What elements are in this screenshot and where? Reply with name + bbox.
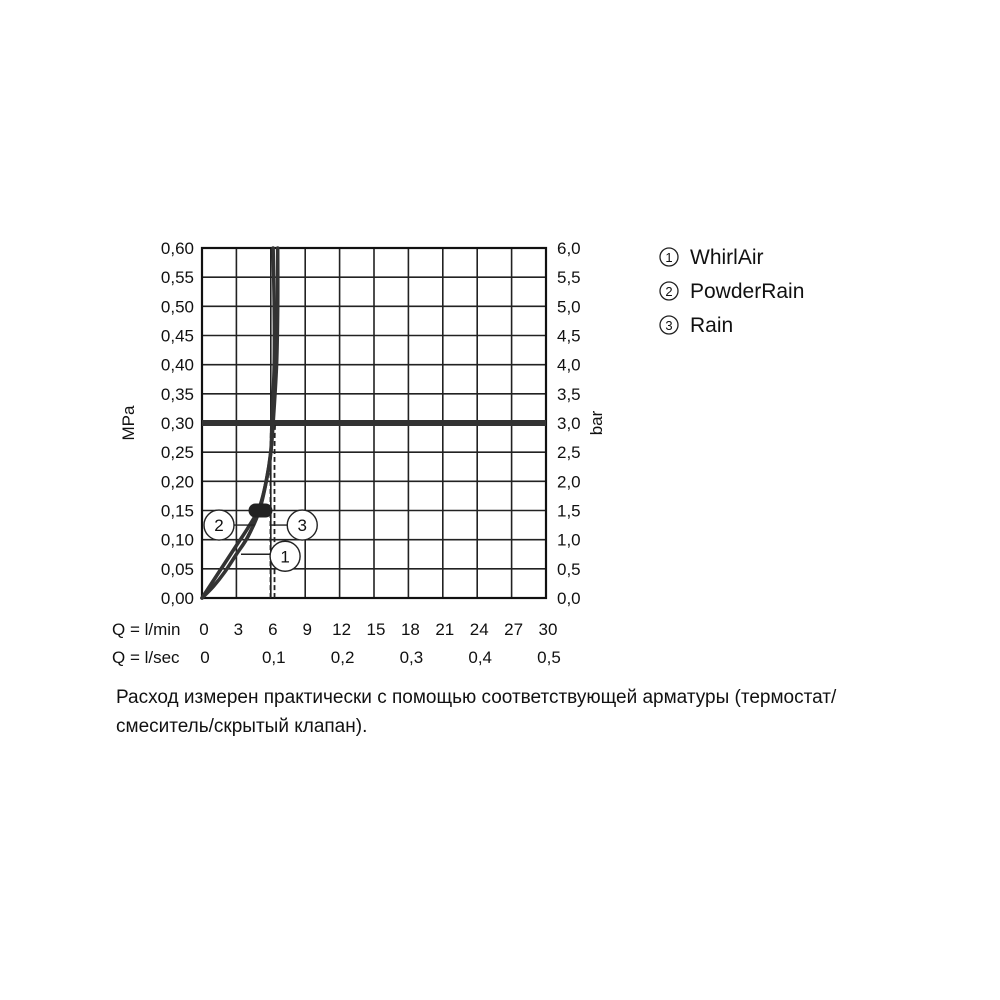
x-lmin-tick-label: 3: [233, 620, 244, 639]
footnote-line-1: Расход измерен практически с помощью соответствующей арматуры (термостат/: [116, 687, 837, 708]
x-lsec-axis-label: Q = l/sec: [112, 648, 180, 667]
y-left-tick-label: 0,00: [160, 589, 194, 608]
y-left-tick-label: 0,50: [160, 297, 194, 317]
footnote-line-2: смеситель/скрытый клапан).: [116, 716, 368, 737]
x-lmin-tick-label: 18: [400, 620, 420, 639]
callout-layer: [204, 510, 317, 571]
y-left-axis-label: MPa: [119, 405, 138, 441]
x-lmin-tick-label: 6: [268, 620, 278, 639]
y-right-tick-label: 1,0: [557, 530, 581, 550]
x-lmin-axis-label: Q = l/min: [112, 620, 181, 639]
x-lsec-tick-label: 0,4: [468, 648, 493, 667]
legend-number: 1: [665, 250, 673, 265]
callout-label-1: 1: [280, 547, 290, 567]
y-left-tick-label: 0,10: [160, 530, 194, 550]
x-lsec-tick-label: 0: [200, 648, 210, 667]
footnote: [116, 683, 936, 741]
x-lmin-tick-label: 15: [366, 620, 386, 639]
y-left-tick-label: 0,40: [160, 355, 194, 375]
y-left-tick-label: 0,45: [160, 326, 194, 346]
x-lmin-tick-label: 21: [435, 620, 455, 639]
y-left-tick-label: 0,60: [160, 239, 194, 258]
y-right-tick-label: 4,0: [557, 355, 581, 375]
callout-label-3: 3: [297, 516, 307, 536]
y-left-tick-label: 0,15: [160, 501, 194, 521]
x-lmin-tick-label: 9: [302, 620, 312, 639]
y-left-tick-label: 0,05: [160, 559, 194, 579]
operating-point-marker: [248, 504, 272, 518]
y-right-tick-label: 6,0: [557, 239, 581, 258]
y-right-tick-label: 5,5: [557, 268, 581, 288]
y-left-tick-label: 0,25: [160, 443, 194, 463]
legend-entry-label: PowderRain: [690, 280, 805, 303]
y-left-tick-label: 0,20: [160, 472, 194, 492]
x-lmin-tick-label: 0: [199, 620, 209, 639]
x-lsec-tick-label: 0,1: [261, 648, 286, 667]
y-right-tick-label: 0,0: [557, 589, 581, 608]
x-lmin-tick-label: 30: [538, 620, 558, 639]
y-right-tick-label: 5,0: [557, 297, 581, 317]
y-right-tick-label: 1,5: [557, 501, 581, 521]
y-right-tick-label: 4,5: [557, 326, 581, 346]
y-left-tick-label: 0,55: [160, 268, 194, 288]
x-lsec-tick-label: 0,2: [330, 648, 355, 667]
legend-entry-label: WhirlAir: [690, 246, 764, 269]
y-right-tick-label: 3,0: [557, 414, 581, 433]
legend: [660, 246, 804, 337]
legend-number: 3: [665, 318, 673, 333]
y-right-axis-label: bar: [587, 410, 606, 436]
x-lmin-tick-label: 12: [332, 620, 352, 639]
callout-label-2: 2: [214, 516, 224, 536]
tick-labels: [161, 239, 581, 667]
y-right-tick-label: 0,5: [557, 559, 581, 579]
x-lsec-tick-label: 0,3: [399, 648, 424, 667]
y-right-tick-label: 3,5: [557, 384, 581, 404]
x-lsec-tick-label: 0,5: [537, 648, 561, 667]
y-left-tick-label: 0,30: [160, 414, 194, 433]
legend-number: 2: [665, 284, 673, 299]
legend-entry-label: Rain: [690, 314, 734, 337]
x-lmin-tick-label: 27: [504, 620, 524, 639]
y-right-tick-label: 2,5: [557, 443, 581, 463]
x-lmin-tick-label: 24: [469, 620, 489, 639]
y-right-tick-label: 2,0: [557, 472, 581, 492]
y-left-tick-label: 0,35: [160, 384, 194, 404]
